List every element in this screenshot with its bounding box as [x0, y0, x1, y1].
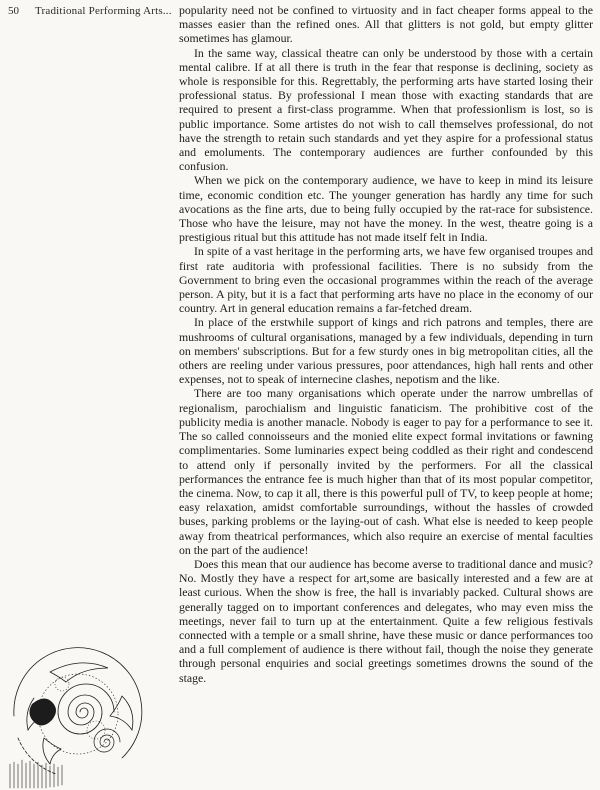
paragraph: popularity need not be confined to virtuosity and in fact cheaper forms appeal to the masses easier than the refined ones. All that glitters is not gold, but empty glitter sometimes has glamour.	[179, 3, 593, 46]
paragraph: When we pick on the contemporary audience, we have to keep in mind its leisure time, economic condition etc. The younger generation has hardly any time for such avocations as the fine arts, due to being fully occupied by the rat-race for subsistence. Those who have the leisure, may not have the money. In the west, theatre going is a prestigious ritual but this attitude has not made itself felt in India.	[179, 173, 593, 245]
paragraph: In spite of a vast heritage in the performing arts, we have few organised troupes and first rate auditoria with professional facilities. There is no subsidy from the Government to bring even the occasional programmes within the reach of the average person. A pity, but it is a fact that performing arts have no place in the economy of our country. Art in general education remains a far-fetched dream.	[179, 244, 593, 316]
floral-scroll-engraving-icon	[4, 642, 160, 790]
page-number: 50	[8, 5, 19, 17]
paragraph: There are too many organisations which operate under the narrow umbrellas of regionalism, parochialism and linguistic fanaticism. The prohibitive cost of the publicity media is another manacle. Nobody is eager to pay for a performance to see it. The so called connoisseurs and the monied elite expect formal invitations or fawning complimentaries. Some luminaries expect being coddled as their right and condescend to attend only if personally invited by the performers. For all the classical performances the entrance fee is much higher than that of its most popular competitor, the cinema. Now, to cap it all, there is this powerful pull of TV, to keep people at home; easy relaxation, amidst comfortable surroundings, without the hassles of crowded buses, parking problems or the laying-out of cash. What else is needed to keep people away from theatrical performances, which also require an exercise of mental faculties on the part of the audience!	[179, 386, 593, 557]
paragraph: Does this mean that our audience has become averse to traditional dance and music? No. Mostly they have a respect for art,some are basically interested and a few are at least curious. When the show is free, the hall is invariably packed. Cultural shows are generally tagged on to important conferences and delegates, who may even miss the meetings, never fail to turn up at the entertainment. Quite a few religious festivals connected with a temple or a small shrine, have these music or dance performances too and a full complement of audience is there without fail, though the noise they generate through personal enquiries and social greetings sometimes drowns the sound of the stage.	[179, 556, 593, 685]
page-header	[8, 5, 172, 17]
paragraph: In the same way, classical theatre can only be understood by those with a certain mental calibre. If at all there is truth in the fear that response is declining, society as whole is responsible for this. Regrettably, the performing arts have started losing their professional status. By professional I mean those with exacting standards that are required to present a first-class programme. When that professionlism is lost, so is public importance. Some artistes do not wish to call themselves professional, do not have the strength to retain such standards and yet they aspire for a professional status and emoluments. The contemporary audiences are further confounded by this confusion.	[179, 45, 593, 174]
body-text	[179, 3, 593, 685]
paragraph: In place of the erstwhile support of kings and rich patrons and temples, there are mushrooms of cultural organisations, managed by a few individuals, depending in turn on members' subscriptions. But for a few sturdy ones in big metropolitan cities, all the others are reeling under various pressures, poor attendances, high hall rents and other expenses, not to speak of internecine clashes, nepotism and the like.	[179, 315, 593, 387]
ornament-illustration	[4, 642, 160, 790]
running-title: Traditional Performing Arts...	[35, 5, 172, 17]
